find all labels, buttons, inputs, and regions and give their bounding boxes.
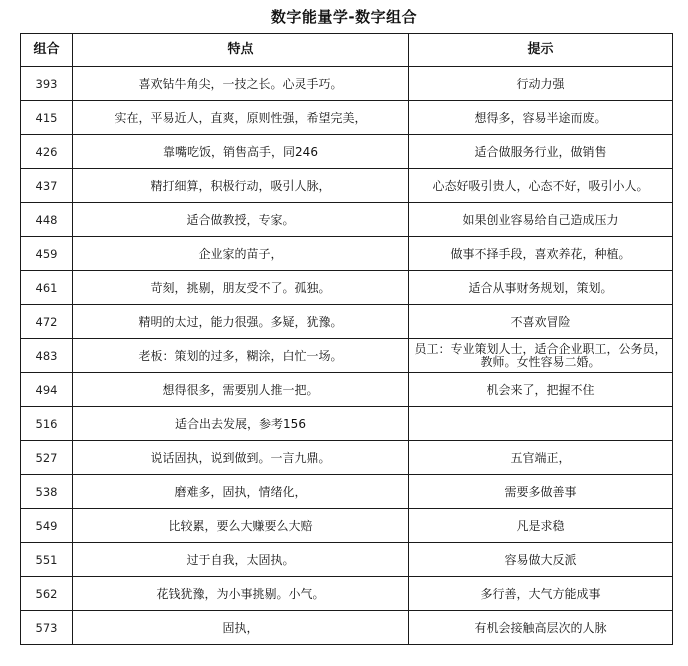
cell-trait: 固执，: [73, 611, 409, 645]
cell-trait: 喜欢钻牛角尖，一技之长。心灵手巧。: [73, 67, 409, 101]
table-row: [21, 203, 673, 237]
cell-trait: 过于自我，太固执。: [73, 543, 409, 577]
cell-trait: 花钱犹豫，为小事挑剔。小气。: [73, 577, 409, 611]
cell-hint: 多行善，大气方能成事: [409, 577, 673, 611]
cell-hint: 心态好吸引贵人，心态不好，吸引小人。: [409, 169, 673, 203]
cell-code: 448: [21, 203, 73, 237]
header-hint: 提示: [409, 34, 673, 67]
cell-trait: 企业家的苗子，: [73, 237, 409, 271]
table-header-row: [21, 34, 673, 67]
number-combination-table: [20, 33, 673, 645]
cell-trait: 靠嘴吃饭，销售高手，同246: [73, 135, 409, 169]
cell-code: 461: [21, 271, 73, 305]
cell-trait: 适合出去发展，参考156: [73, 407, 409, 441]
cell-trait: 老板：策划的过多，糊涂，白忙一场。: [73, 339, 409, 373]
cell-trait: 想得很多，需要别人推一把。: [73, 373, 409, 407]
table-row: [21, 305, 673, 339]
table-row: [21, 407, 673, 441]
cell-code: 538: [21, 475, 73, 509]
table-row: [21, 509, 673, 543]
cell-hint: 容易做大反派: [409, 543, 673, 577]
cell-trait: 实在，平易近人，直爽，原则性强，希望完美，: [73, 101, 409, 135]
header-code: 组合: [21, 34, 73, 67]
cell-hint: 五官端正，: [409, 441, 673, 475]
cell-hint: 凡是求稳: [409, 509, 673, 543]
cell-hint: 行动力强: [409, 67, 673, 101]
cell-code: 494: [21, 373, 73, 407]
table-row: [21, 339, 673, 373]
cell-hint: 需要多做善事: [409, 475, 673, 509]
table-row: [21, 577, 673, 611]
cell-trait: 精明的太过，能力很强。多疑，犹豫。: [73, 305, 409, 339]
cell-hint: 员工：专业策划人士，适合企业职工，公务员，教师。女性容易二婚。: [409, 339, 673, 373]
cell-code: 573: [21, 611, 73, 645]
cell-code: 415: [21, 101, 73, 135]
table-row: [21, 271, 673, 305]
table-row: [21, 101, 673, 135]
cell-hint: 有机会接触高层次的人脉: [409, 611, 673, 645]
table-row: [21, 237, 673, 271]
cell-code: 483: [21, 339, 73, 373]
cell-hint: 机会来了，把握不住: [409, 373, 673, 407]
cell-code: 549: [21, 509, 73, 543]
cell-code: 472: [21, 305, 73, 339]
table-row: [21, 543, 673, 577]
cell-trait: 比较累，要么大赚要么大赔: [73, 509, 409, 543]
cell-code: 527: [21, 441, 73, 475]
cell-code: 562: [21, 577, 73, 611]
cell-hint: 不喜欢冒险: [409, 305, 673, 339]
cell-hint: [409, 407, 673, 441]
cell-hint: 做事不择手段，喜欢养花，种植。: [409, 237, 673, 271]
table-row: [21, 373, 673, 407]
cell-code: 516: [21, 407, 73, 441]
header-trait: 特点: [73, 34, 409, 67]
cell-trait: 精打细算，积极行动，吸引人脉，: [73, 169, 409, 203]
table-row: [21, 441, 673, 475]
cell-code: 426: [21, 135, 73, 169]
cell-code: 437: [21, 169, 73, 203]
cell-trait: 说话固执，说到做到。一言九鼎。: [73, 441, 409, 475]
table-row: [21, 169, 673, 203]
cell-hint: 如果创业容易给自己造成压力: [409, 203, 673, 237]
cell-code: 551: [21, 543, 73, 577]
cell-hint: 适合做服务行业，做销售: [409, 135, 673, 169]
cell-trait: 苛刻，挑剔，朋友受不了。孤独。: [73, 271, 409, 305]
table-row: [21, 475, 673, 509]
table-row: [21, 611, 673, 645]
cell-hint: 想得多，容易半途而废。: [409, 101, 673, 135]
cell-trait: 适合做教授，专家。: [73, 203, 409, 237]
cell-code: 393: [21, 67, 73, 101]
cell-trait: 磨难多，固执，情绪化，: [73, 475, 409, 509]
table-row: [21, 135, 673, 169]
cell-hint: 适合从事财务规划，策划。: [409, 271, 673, 305]
table-row: [21, 67, 673, 101]
document-title: 数字能量学-数字组合: [270, 8, 418, 26]
cell-code: 459: [21, 237, 73, 271]
